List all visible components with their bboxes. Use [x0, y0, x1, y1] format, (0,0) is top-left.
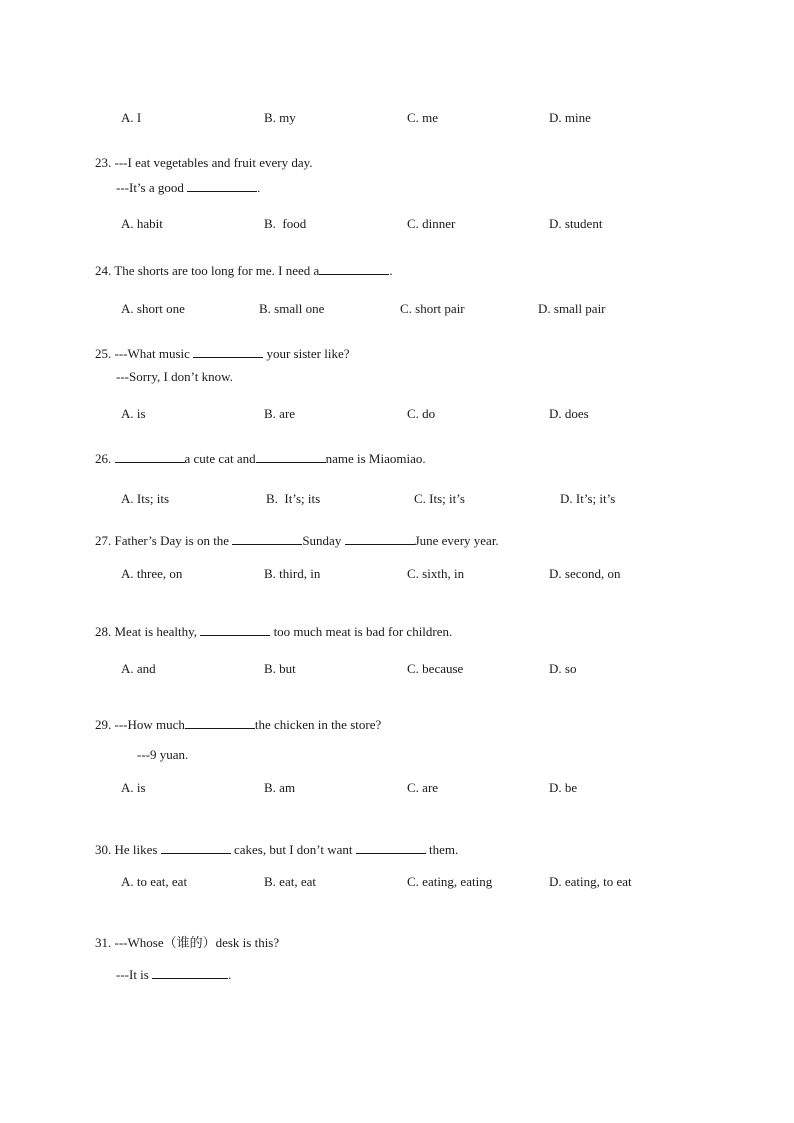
q31-blank [152, 966, 228, 979]
q26-blank-1 [115, 450, 185, 463]
q29-question: 29. ---How much the chicken in the store? [95, 717, 382, 732]
q28-option-b: B. but [264, 661, 296, 676]
q22-option-c: C. me [407, 110, 439, 125]
q27-option-d: D. second, on [549, 566, 621, 581]
q24-option-a: A. short one [121, 301, 185, 316]
q31-question: 31. ---Whose（谁的）desk is this? [95, 935, 280, 950]
q28-option-c: C. because [407, 661, 464, 676]
q25-answer-line: ---Sorry, I don’t know. [116, 369, 233, 384]
q23-blank [187, 179, 257, 192]
q23-option-b: B. food [264, 216, 307, 231]
q30-blank-1 [161, 841, 231, 854]
q26-option-c: C. Its; it’s [414, 491, 465, 506]
q30-question: 30. He likes cakes, but I don’t want them. [95, 842, 459, 857]
q24-option-b: B. small one [259, 301, 325, 316]
q28-option-a: A. and [121, 661, 156, 676]
q26-blank-2 [256, 450, 326, 463]
q30-option-d: D. eating, to eat [549, 874, 632, 889]
q30-option-a: A. to eat, eat [121, 874, 188, 889]
q27-blank-2 [345, 532, 415, 545]
q23-option-a: A. habit [121, 216, 163, 231]
q30-option-c: C. eating, eating [407, 874, 493, 889]
q29-option-b: B. am [264, 780, 296, 795]
q23-question: 23. ---I eat vegetables and fruit every day. [95, 155, 313, 170]
q30-option-b: B. eat, eat [264, 874, 316, 889]
q27-question: 27. Father’s Day is on the Sunday June every year. [95, 533, 499, 548]
q29-option-d: D. be [549, 780, 578, 795]
q22-option-d: D. mine [549, 110, 591, 125]
q23-option-d: D. student [549, 216, 603, 231]
q29-answer-line: ---9 yuan. [137, 747, 189, 762]
q24-option-c: C. short pair [400, 301, 465, 316]
q27-blank-1 [232, 532, 302, 545]
q22-option-a: A. I [121, 110, 142, 125]
q25-option-b: B. are [264, 406, 296, 421]
q25-question: 25. ---What music your sister like? [95, 346, 350, 361]
q29-option-c: C. are [407, 780, 439, 795]
q26-option-b: B. It’s; its [266, 491, 321, 506]
q25-option-d: D. does [549, 406, 589, 421]
q29-option-a: A. is [121, 780, 146, 795]
q27-option-a: A. three, on [121, 566, 183, 581]
q29-blank [185, 716, 255, 729]
q28-blank [200, 623, 270, 636]
q24-question: 24. The shorts are too long for me. I need a . [95, 263, 393, 278]
q23-answer-line: ---It’s a good . [116, 180, 261, 195]
q30-blank-2 [356, 841, 426, 854]
q27-option-c: C. sixth, in [407, 566, 465, 581]
q25-option-c: C. do [407, 406, 436, 421]
q28-option-d: D. so [549, 661, 577, 676]
q22-option-b: B. my [264, 110, 296, 125]
q31-answer-line: ---It is . [116, 967, 232, 982]
q28-question: 28. Meat is healthy, too much meat is bad for children. [95, 624, 453, 639]
q26-option-a: A. Its; its [121, 491, 170, 506]
q25-blank [193, 345, 263, 358]
q24-option-d: D. small pair [538, 301, 606, 316]
q27-option-b: B. third, in [264, 566, 321, 581]
q23-option-c: C. dinner [407, 216, 456, 231]
q25-option-a: A. is [121, 406, 146, 421]
q26-option-d: D. It’s; it’s [560, 491, 616, 506]
q26-question: 26. a cute cat and name is Miaomiao. [95, 451, 426, 466]
q24-blank [319, 262, 389, 275]
